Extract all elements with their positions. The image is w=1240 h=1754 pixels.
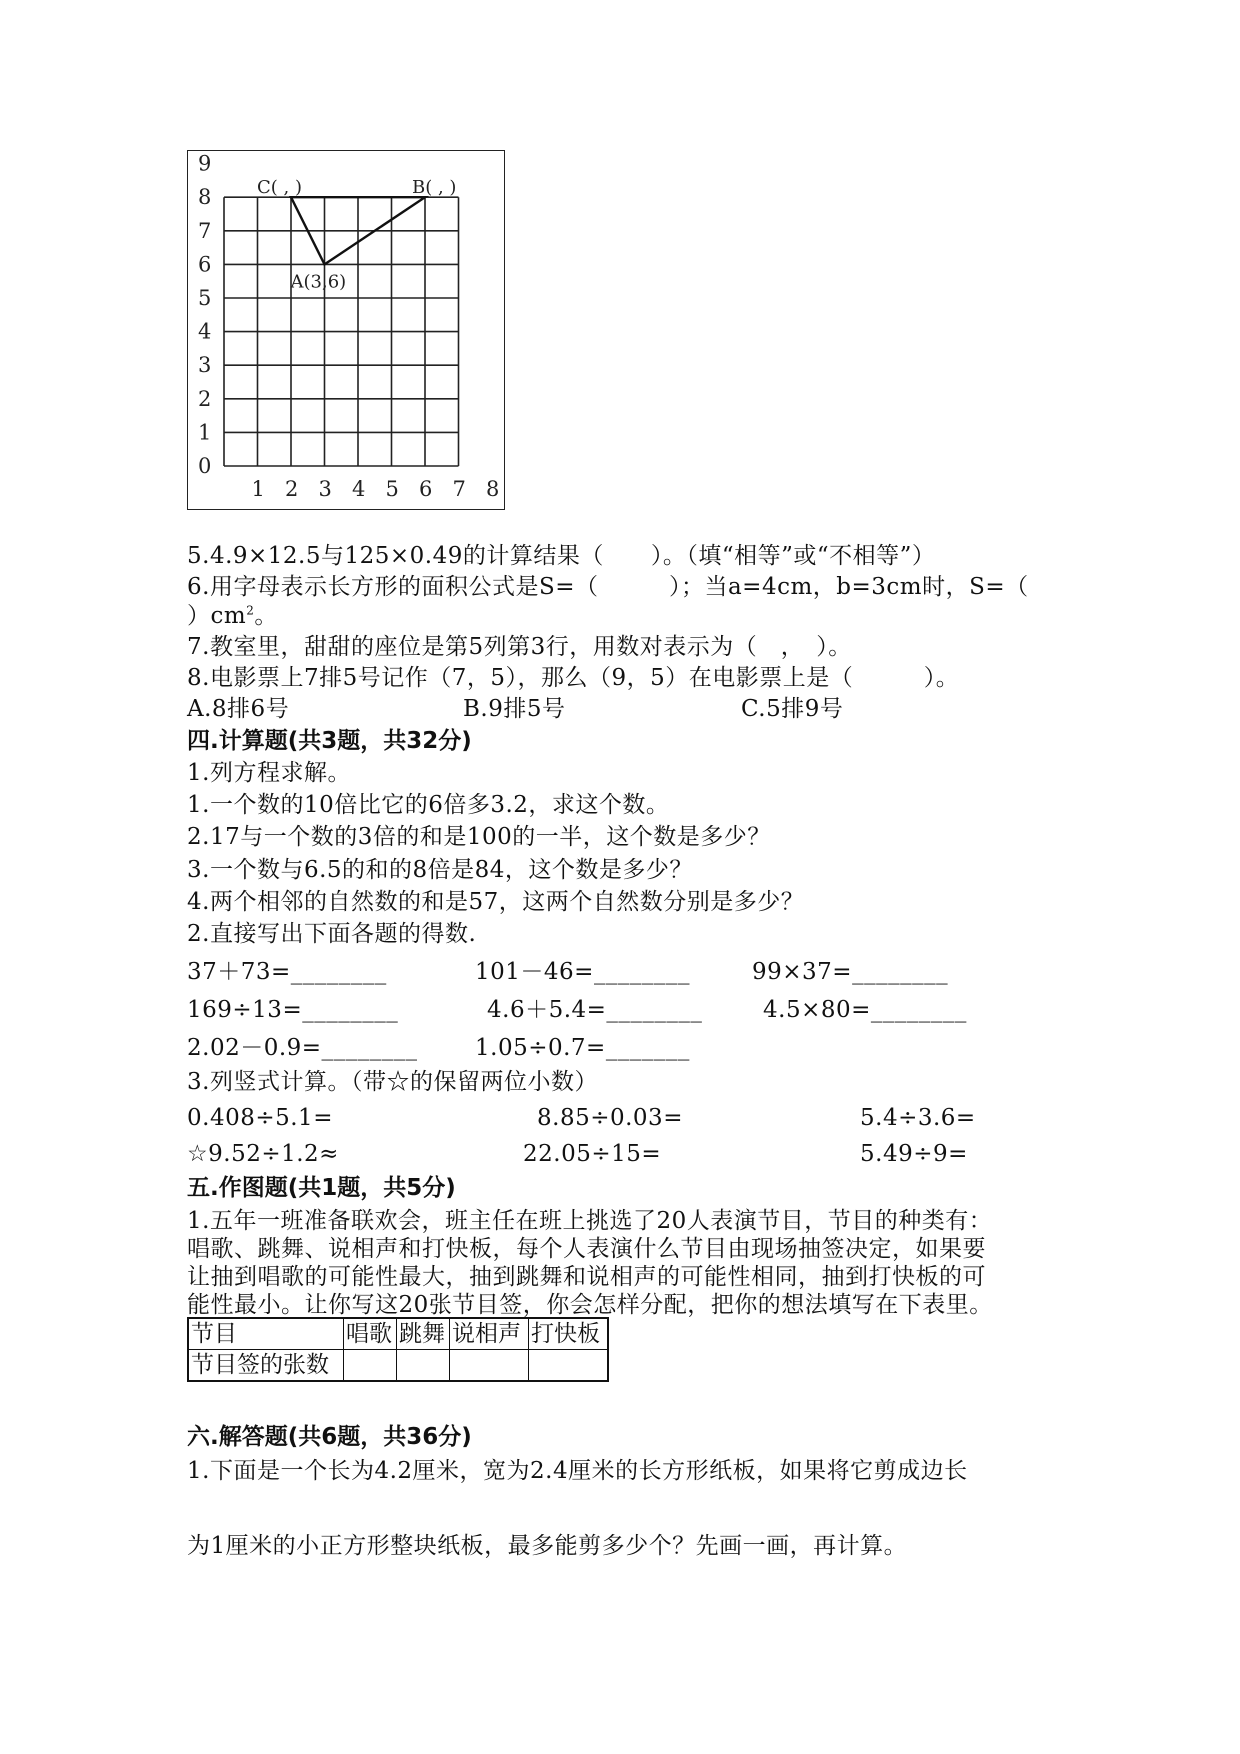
question-6-superscript: 2 bbox=[246, 603, 255, 618]
y-tick-label: 8 bbox=[198, 185, 212, 210]
section-5-heading: 五.作图题(共1题，共5分) bbox=[187, 1175, 456, 1201]
x-tick-label: 7 bbox=[452, 477, 466, 501]
equation-item: 2.17与一个数的3倍的和是100的一半，这个数是多少？ bbox=[187, 824, 771, 850]
section-5-text-line: 1.五年一班准备联欢会，班主任在班上挑选了20人表演节目，节目的种类有： bbox=[187, 1208, 993, 1234]
section-4-part1-title: 1.列方程求解。 bbox=[187, 760, 351, 786]
question-6-line1: 6.用字母表示长方形的面积公式是S=（ ）；当a=4cm，b=3cm时，S=（ bbox=[187, 574, 1029, 600]
vertical-calc-item: 0.408÷5.1= bbox=[187, 1105, 333, 1131]
table-cell: 打快板 bbox=[529, 1318, 609, 1350]
y-tick-label: 5 bbox=[198, 286, 212, 310]
table-cell: 跳舞 bbox=[397, 1318, 450, 1350]
vertical-calc-item: 5.49÷9= bbox=[860, 1141, 968, 1167]
mental-math-item: 37＋73=________ bbox=[187, 959, 387, 985]
question-7: 7.教室里，甜甜的座位是第5列第3行，用数对表示为（ ， ）。 bbox=[187, 634, 852, 660]
point-c-label: C( , ) bbox=[257, 177, 302, 199]
question-8-option-a: A.8排6号 bbox=[187, 696, 290, 722]
table-cell: 节目 bbox=[188, 1318, 344, 1350]
section-4-part2-title: 2.直接写出下面各题的得数. bbox=[187, 921, 477, 947]
mental-math-item: 2.02－0.9=________ bbox=[187, 1035, 418, 1061]
table-row bbox=[188, 1350, 608, 1382]
point-a-label: A(3,6) bbox=[290, 271, 347, 293]
answer-cell[interactable] bbox=[450, 1350, 529, 1382]
question-5: 5.4.9×12.5与125×0.49的计算结果（ ）。（填“相等”或“不相等”） bbox=[187, 543, 936, 569]
y-tick-label: 7 bbox=[198, 218, 212, 243]
table-cell: 节目签的张数 bbox=[188, 1350, 344, 1382]
y-tick-label: 3 bbox=[198, 353, 212, 378]
section-6-heading: 六.解答题(共6题，共36分) bbox=[187, 1424, 472, 1450]
question-6-line2 bbox=[187, 601, 278, 631]
coordinate-grid-figure bbox=[187, 150, 505, 510]
section-4-part3-title: 3.列竖式计算。（带☆的保留两位小数） bbox=[187, 1069, 598, 1095]
grid-svg bbox=[188, 151, 504, 509]
mental-math-item: 4.6＋5.4=________ bbox=[487, 997, 703, 1023]
equation-item: 4.两个相邻的自然数的和是57，这两个自然数分别是多少？ bbox=[187, 889, 805, 915]
x-tick-label: 8 bbox=[486, 477, 500, 501]
section-5-text-line: 唱歌、跳舞、说相声和打快板，每个人表演什么节目由现场抽签决定，如果要 bbox=[187, 1236, 986, 1262]
vertical-calc-item: ☆9.52÷1.2≈ bbox=[187, 1141, 339, 1167]
section-6-question-1-line1: 1.下面是一个长为4.2厘米，宽为2.4厘米的长方形纸板，如果将它剪成边长 bbox=[187, 1458, 968, 1484]
vertical-calc-item: 8.85÷0.03= bbox=[537, 1105, 683, 1131]
program-allocation-table bbox=[187, 1317, 609, 1382]
question-8: 8.电影票上7排5号记作（7，5），那么（9，5）在电影票上是（ ）。 bbox=[187, 665, 960, 691]
section-6-question-1-line2: 为1厘米的小正方形整块纸板，最多能剪多少个？先画一画，再计算。 bbox=[187, 1533, 908, 1559]
section-5-text-line: 让抽到唱歌的可能性最大，抽到跳舞和说相声的可能性相同，抽到打快板的可 bbox=[187, 1264, 986, 1290]
vertical-calc-item: 22.05÷15= bbox=[523, 1141, 662, 1167]
point-b-label: B( , ) bbox=[412, 177, 457, 199]
mental-math-item: 169÷13=________ bbox=[187, 997, 399, 1023]
y-tick-label: 0 bbox=[198, 454, 212, 478]
table-row bbox=[188, 1318, 608, 1350]
vertical-calc-item: 5.4÷3.6= bbox=[860, 1105, 976, 1131]
x-tick-label: 6 bbox=[419, 477, 433, 501]
answer-cell[interactable] bbox=[397, 1350, 450, 1382]
y-tick-label: 4 bbox=[198, 319, 212, 344]
equation-item: 3.一个数与6.5的和的8倍是84，这个数是多少？ bbox=[187, 857, 693, 883]
x-tick-label: 4 bbox=[352, 477, 366, 501]
mental-math-item: 99×37=________ bbox=[752, 959, 949, 985]
answer-cell[interactable] bbox=[344, 1350, 397, 1382]
section-5-text-line: 能性最小。让你写这20张节目签，你会怎样分配，把你的想法填写在下表里。 bbox=[187, 1292, 993, 1318]
mental-math-item: 101－46=________ bbox=[475, 959, 690, 985]
x-tick-label: 5 bbox=[385, 477, 399, 501]
y-tick-label: 9 bbox=[198, 151, 212, 176]
y-tick-label: 2 bbox=[198, 386, 212, 411]
answer-cell[interactable] bbox=[529, 1350, 609, 1382]
x-tick-label: 1 bbox=[251, 477, 265, 501]
x-tick-label: 3 bbox=[318, 477, 332, 501]
equation-item: 1.一个数的10倍比它的6倍多3.2，求这个数。 bbox=[187, 792, 670, 818]
y-tick-label: 1 bbox=[198, 420, 212, 445]
table-cell: 说相声 bbox=[450, 1318, 529, 1350]
x-tick-label: 2 bbox=[285, 477, 299, 501]
question-6-unit: ）cm bbox=[187, 603, 247, 629]
y-tick-label: 6 bbox=[198, 252, 212, 277]
question-8-option-b: B.9排5号 bbox=[463, 696, 566, 722]
mental-math-item: 4.5×80=________ bbox=[763, 997, 967, 1023]
question-8-option-c: C.5排9号 bbox=[741, 696, 844, 722]
table-cell: 唱歌 bbox=[344, 1318, 397, 1350]
section-4-heading: 四.计算题(共3题，共32分) bbox=[187, 728, 472, 754]
question-6-end: 。 bbox=[254, 603, 278, 629]
mental-math-item: 1.05÷0.7=_______ bbox=[475, 1035, 690, 1061]
